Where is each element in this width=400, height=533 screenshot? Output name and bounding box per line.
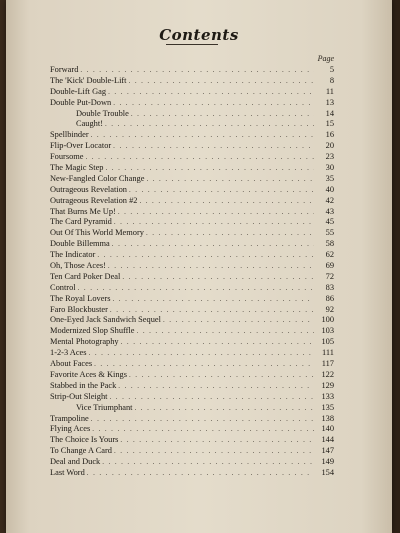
- toc-entry-title: Flip-Over Locator: [50, 141, 112, 151]
- toc-entry: [50, 272, 334, 283]
- toc-entry-title: 1-2-3 Aces: [50, 348, 87, 358]
- dot-leader: [108, 88, 314, 96]
- dot-leader: [118, 208, 314, 216]
- dot-leader: [137, 327, 314, 335]
- toc-entry-page: 72: [325, 271, 334, 281]
- page-title: Contents: [159, 26, 239, 44]
- dot-leader: [114, 218, 314, 226]
- toc-entry-title: Favorite Aces & Kings: [50, 369, 127, 379]
- toc-entry: [50, 381, 334, 392]
- toc-entry: [50, 305, 334, 316]
- toc-entry: [50, 468, 334, 479]
- dot-leader: [114, 447, 314, 455]
- toc-entry-page: 30: [325, 163, 334, 173]
- toc-entry: [50, 207, 334, 218]
- toc-entry: [50, 283, 334, 294]
- toc-entry-page: 43: [325, 206, 334, 216]
- toc-entry: [50, 359, 334, 370]
- toc-entry-title: Outrageous Revelation #2: [50, 195, 138, 205]
- dot-leader: [122, 273, 314, 281]
- dot-leader: [97, 251, 314, 259]
- toc-entry: [50, 446, 334, 457]
- toc-entry: [50, 326, 334, 337]
- toc-entry-page: 69: [325, 261, 334, 271]
- toc-entry-page: 122: [321, 369, 334, 379]
- toc-entry-page: 14: [325, 108, 334, 118]
- toc-entry-title: Strip-Out Sleight: [50, 391, 108, 401]
- toc-entry: [50, 403, 334, 414]
- toc-entry: [50, 76, 334, 87]
- table-of-contents: [50, 65, 334, 479]
- dot-leader: [129, 77, 314, 85]
- dot-leader: [113, 99, 314, 107]
- dot-leader: [129, 371, 314, 379]
- toc-entry: [50, 424, 334, 435]
- toc-entry-page: 8: [329, 75, 334, 85]
- toc-entry-title: The Choice Is Yours: [50, 435, 119, 445]
- book-page: [6, 0, 392, 533]
- dot-leader: [106, 164, 315, 172]
- toc-entry-title: Out Of This World Memory: [50, 228, 144, 238]
- toc-entry-page: 135: [321, 402, 334, 412]
- toc-entry: [50, 98, 334, 109]
- dot-leader: [91, 415, 314, 423]
- toc-entry-title: Faro Blockbuster: [50, 304, 108, 314]
- toc-entry: [50, 217, 334, 228]
- toc-entry: [50, 250, 334, 261]
- dot-leader: [146, 229, 314, 237]
- toc-entry: [50, 457, 334, 468]
- toc-entry-title: Outrageous Revelation: [50, 184, 127, 194]
- page-column-label: Page: [317, 54, 334, 63]
- dot-leader: [112, 240, 314, 248]
- toc-entry-page: 15: [325, 119, 334, 129]
- toc-entry: [50, 141, 334, 152]
- dot-leader: [146, 175, 314, 183]
- toc-entry-title: About Faces: [50, 359, 93, 369]
- toc-entry-page: 105: [321, 337, 334, 347]
- toc-entry-page: 11: [325, 86, 334, 96]
- toc-entry-title: Modernized Slop Shuffle: [50, 326, 135, 336]
- toc-entry: [50, 294, 334, 305]
- dot-leader: [80, 66, 314, 74]
- dot-leader: [139, 197, 314, 205]
- toc-entry-title: Control: [50, 282, 76, 292]
- dot-leader: [105, 120, 314, 128]
- toc-entry-title: Double Trouble: [76, 108, 129, 118]
- toc-entry-page: 129: [321, 380, 334, 390]
- toc-entry: [50, 130, 334, 141]
- toc-entry: [50, 119, 334, 130]
- toc-entry-title: Mental Photography: [50, 337, 119, 347]
- toc-entry-page: 42: [325, 195, 334, 205]
- toc-entry-page: 140: [321, 424, 334, 434]
- toc-entry: [50, 152, 334, 163]
- toc-entry-page: 147: [321, 446, 334, 456]
- toc-entry-title: Double Billemma: [50, 239, 110, 249]
- toc-entry: [50, 239, 334, 250]
- toc-entry-page: 138: [321, 413, 334, 423]
- dot-leader: [87, 469, 314, 477]
- toc-entry-title: Vice Triumphant: [76, 402, 133, 412]
- dot-leader: [91, 131, 314, 139]
- toc-entry-title: The Magic Step: [50, 163, 104, 173]
- toc-entry: [50, 163, 334, 174]
- toc-entry-title: Double-Lift Gag: [50, 86, 107, 96]
- toc-entry: [50, 315, 334, 326]
- toc-entry-title: Foursome: [50, 152, 84, 162]
- toc-entry-page: 62: [325, 250, 334, 260]
- toc-entry-page: 58: [325, 239, 334, 249]
- dot-leader: [89, 349, 314, 357]
- title-underline: [166, 44, 218, 45]
- toc-entry: [50, 65, 334, 76]
- dot-leader: [163, 316, 314, 324]
- dot-leader: [120, 436, 314, 444]
- toc-entry-page: 149: [321, 457, 334, 467]
- toc-entry: [50, 109, 334, 120]
- toc-entry: [50, 196, 334, 207]
- toc-entry: [50, 228, 334, 239]
- toc-entry-page: 133: [321, 391, 334, 401]
- dot-leader: [94, 360, 314, 368]
- dot-leader: [131, 110, 314, 118]
- toc-entry: [50, 414, 334, 425]
- toc-entry-title: The Card Pyramid: [50, 217, 112, 227]
- toc-entry-page: 100: [321, 315, 334, 325]
- toc-entry-title: Spellbinder: [50, 130, 89, 140]
- dot-leader: [92, 425, 314, 433]
- dot-leader: [109, 393, 314, 401]
- toc-entry-title: Double Put-Down: [50, 97, 112, 107]
- toc-entry-title: The Royal Lovers: [50, 293, 111, 303]
- toc-entry-page: 86: [325, 293, 334, 303]
- toc-entry-page: 103: [321, 326, 334, 336]
- toc-entry-page: 55: [325, 228, 334, 238]
- toc-entry-title: Deal and Duck: [50, 457, 101, 467]
- toc-entry-title: To Change A Card: [50, 446, 112, 456]
- toc-entry-page: 40: [325, 184, 334, 194]
- toc-entry: [50, 348, 334, 359]
- toc-entry: [50, 185, 334, 196]
- toc-entry-page: 16: [325, 130, 334, 140]
- toc-entry-title: Ten Card Poker Deal: [50, 271, 121, 281]
- toc-entry-title: New-Fangled Color Change: [50, 173, 145, 183]
- toc-entry-page: 20: [325, 141, 334, 151]
- toc-entry-title: The 'Kick' Double-Lift: [50, 75, 127, 85]
- toc-entry: [50, 370, 334, 381]
- toc-entry-title: Last Word: [50, 467, 85, 477]
- dot-leader: [102, 458, 314, 466]
- dot-leader: [78, 284, 314, 292]
- toc-entry-title: Forward: [50, 65, 79, 74]
- toc-entry-page: 35: [325, 173, 334, 183]
- toc-entry-page: 13: [325, 97, 334, 107]
- toc-entry-title: The Indicator: [50, 250, 96, 260]
- dot-leader: [121, 338, 314, 346]
- toc-entry-page: 45: [325, 217, 334, 227]
- toc-entry-page: 23: [325, 152, 334, 162]
- dot-leader: [129, 186, 314, 194]
- toc-entry-page: 117: [321, 359, 334, 369]
- toc-entry-page: 5: [329, 65, 334, 74]
- toc-entry-title: That Burns Me Up!: [50, 206, 116, 216]
- toc-entry: [50, 87, 334, 98]
- dot-leader: [113, 142, 314, 150]
- dot-leader: [110, 306, 314, 314]
- dot-leader: [118, 382, 314, 390]
- toc-entry-page: 92: [325, 304, 334, 314]
- toc-entry-title: Oh, Those Aces!: [50, 261, 106, 271]
- toc-entry: [50, 435, 334, 446]
- toc-entry-title: Flying Aces: [50, 424, 91, 434]
- toc-entry-title: Trampoline: [50, 413, 89, 423]
- toc-entry-page: 111: [322, 348, 334, 358]
- toc-entry: [50, 392, 334, 403]
- toc-entry: [50, 261, 334, 272]
- toc-entry-page: 83: [325, 282, 334, 292]
- toc-entry: [50, 174, 334, 185]
- toc-entry: [50, 337, 334, 348]
- dot-leader: [86, 153, 315, 161]
- toc-entry-title: One-Eyed Jack Sandwich Sequel: [50, 315, 161, 325]
- dot-leader: [135, 404, 315, 412]
- toc-entry-page: 144: [321, 435, 334, 445]
- toc-entry-page: 154: [321, 467, 334, 477]
- dot-leader: [112, 295, 314, 303]
- toc-entry-title: Caught!: [76, 119, 103, 129]
- toc-entry-title: Stabbed in the Pack: [50, 380, 117, 390]
- dot-leader: [108, 262, 314, 270]
